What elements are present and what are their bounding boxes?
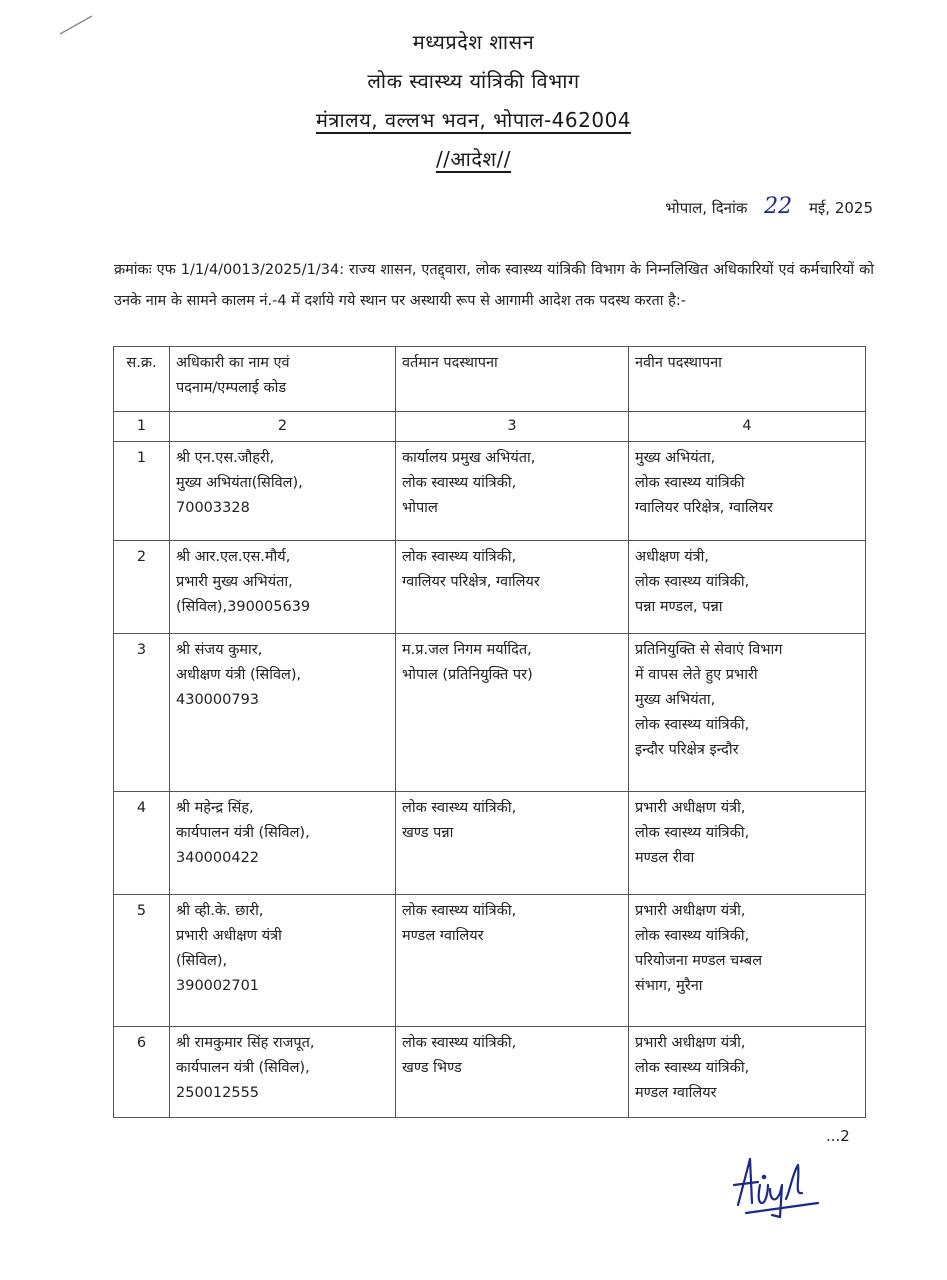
officer-name-cell-line: श्री आर.एल.एस.मौर्य,	[176, 549, 291, 565]
header-current-posting-line: वर्तमान पदस्थापना	[402, 355, 498, 371]
new-posting-cell-line: प्रभारी अधीक्षण यंत्री,	[635, 800, 746, 816]
new-posting-cell-line: इन्दौर परिक्षेत्र इन्दौर	[635, 742, 739, 758]
officer-name-cell-line: कार्यपालन यंत्री (सिविल),	[176, 1060, 310, 1076]
officer-name-cell-line: प्रभारी अधीक्षण यंत्री	[176, 928, 282, 944]
officer-name-cell-line: श्री एन.एस.जौहरी,	[176, 450, 275, 466]
header-officer	[170, 347, 396, 412]
current-posting-cell-line: म.प्र.जल निगम मर्यादित,	[402, 642, 532, 658]
new-posting-cell-line: लोक स्वास्थ्य यांत्रिकी,	[635, 1060, 750, 1076]
new-posting-cell-line: संभाग, मुरैना	[635, 978, 703, 994]
new-posting-cell-line: मुख्य अभियंता,	[635, 450, 716, 466]
current-posting-cell	[396, 541, 629, 634]
current-posting-cell	[396, 895, 629, 1027]
table-row	[114, 634, 866, 792]
current-posting-cell-line: खण्ड भिण्ड	[402, 1060, 462, 1076]
header-serial	[114, 347, 170, 412]
new-posting-cell	[629, 1027, 866, 1118]
signature	[728, 1155, 838, 1235]
current-posting-cell-line: मण्डल ग्वालियर	[402, 928, 484, 944]
officer-name-cell-line: श्री रामकुमार सिंह राजपूत,	[176, 1035, 315, 1051]
department-name: लोक स्वास्थ्य यांत्रिकी विभाग	[367, 69, 580, 93]
new-posting-cell-line: प्रभारी अधीक्षण यंत्री,	[635, 1035, 746, 1051]
current-posting-cell-line: लोक स्वास्थ्य यांत्रिकी,	[402, 1035, 517, 1051]
column-number: 1	[114, 412, 170, 442]
new-posting-cell	[629, 895, 866, 1027]
page-continuation: ...2	[826, 1127, 850, 1145]
column-number: 2	[170, 412, 396, 442]
new-posting-cell-line: पन्ना मण्डल, पन्ना	[635, 599, 723, 615]
officer-name-cell-line: मुख्य अभियंता(सिविल),	[176, 475, 303, 491]
new-posting-cell-line: अधीक्षण यंत्री,	[635, 549, 710, 565]
new-posting-cell	[629, 541, 866, 634]
new-posting-cell-line: लोक स्वास्थ्य यांत्रिकी,	[635, 928, 750, 944]
current-posting-cell-line: भोपाल (प्रतिनियुक्ति पर)	[402, 667, 533, 683]
order-title	[0, 145, 947, 172]
current-posting-cell-line: ग्वालियर परिक्षेत्र, ग्वालियर	[402, 574, 540, 590]
column-number: 3	[396, 412, 629, 442]
officer-name-cell-line: (सिविल),	[176, 953, 228, 969]
officer-name-cell-line: 390002701	[176, 978, 260, 994]
table-header-row	[114, 347, 866, 412]
order-title-text: //आदेश//	[435, 147, 512, 171]
new-posting-cell-line: ग्वालियर परिक्षेत्र, ग्वालियर	[635, 500, 773, 516]
new-posting-cell	[629, 442, 866, 541]
serial-number: 6	[114, 1027, 170, 1118]
dateline-prefix: भोपाल, दिनांक	[665, 199, 748, 217]
table-row	[114, 792, 866, 895]
new-posting-cell-line: में वापस लेते हुए प्रभारी	[635, 667, 758, 683]
serial-number: 5	[114, 895, 170, 1027]
office-address	[0, 106, 947, 133]
office-address-text: मंत्रालय, वल्लभ भवन, भोपाल-462004	[315, 108, 632, 132]
officer-name-cell-line: श्री संजय कुमार,	[176, 642, 263, 658]
officer-name-cell	[170, 634, 396, 792]
new-posting-cell-line: प्रतिनियुक्ति से सेवाएं विभाग	[635, 642, 783, 658]
current-posting-cell-line: लोक स्वास्थ्य यांत्रिकी,	[402, 903, 517, 919]
table-row	[114, 541, 866, 634]
new-posting-cell-line: मुख्य अभियंता,	[635, 692, 716, 708]
current-posting-cell	[396, 442, 629, 541]
officer-name-cell	[170, 541, 396, 634]
serial-number: 4	[114, 792, 170, 895]
new-posting-cell-line: प्रभारी अधीक्षण यंत्री,	[635, 903, 746, 919]
officer-name-cell	[170, 792, 396, 895]
column-number: 4	[629, 412, 866, 442]
header-new-posting-line: नवीन पदस्थापना	[635, 355, 722, 371]
current-posting-cell-line: कार्यालय प्रमुख अभियंता,	[402, 450, 536, 466]
officer-name-cell-line: 250012555	[176, 1085, 260, 1101]
header-officer-line: पदनाम/एम्पलाई कोड	[176, 380, 287, 396]
new-posting-cell-line: मण्डल ग्वालियर	[635, 1085, 717, 1101]
header-serial-line: स.क्र.	[126, 355, 157, 371]
current-posting-cell-line: लोक स्वास्थ्य यांत्रिकी,	[402, 475, 517, 491]
serial-number: 3	[114, 634, 170, 792]
current-posting-cell-line: भोपाल	[402, 500, 438, 516]
officer-name-cell-line: (सिविल),390005639	[176, 599, 311, 615]
officer-name-cell-line: कार्यपालन यंत्री (सिविल),	[176, 825, 310, 841]
officer-name-cell-line: श्री व्ही.के. छारी,	[176, 903, 264, 919]
officer-name-cell-line: 430000793	[176, 692, 260, 708]
current-posting-cell-line: लोक स्वास्थ्य यांत्रिकी,	[402, 800, 517, 816]
serial-number: 2	[114, 541, 170, 634]
government-name: मध्यप्रदेश शासन	[412, 30, 535, 54]
header-new-posting	[629, 347, 866, 412]
current-posting-cell-line: लोक स्वास्थ्य यांत्रिकी,	[402, 549, 517, 565]
new-posting-cell-line: लोक स्वास्थ्य यांत्रिकी,	[635, 825, 750, 841]
header-current-posting	[396, 347, 629, 412]
officer-name-cell-line: प्रभारी मुख्य अभियंता,	[176, 574, 293, 590]
current-posting-cell	[396, 634, 629, 792]
new-posting-cell-line: लोक स्वास्थ्य यांत्रिकी	[635, 475, 745, 491]
table-row	[114, 895, 866, 1027]
new-posting-cell-line: लोक स्वास्थ्य यांत्रिकी,	[635, 717, 750, 733]
table-row	[114, 1027, 866, 1118]
new-posting-cell-line: लोक स्वास्थ्य यांत्रिकी,	[635, 574, 750, 590]
new-posting-cell-line: मण्डल रीवा	[635, 850, 695, 866]
officer-name-cell	[170, 1027, 396, 1118]
dateline-day: 22	[764, 194, 793, 219]
officer-name-cell-line: 340000422	[176, 850, 260, 866]
officer-name-cell	[170, 895, 396, 1027]
current-posting-cell-line: खण्ड पन्ना	[402, 825, 454, 841]
dateline-suffix: मई, 2025	[808, 199, 873, 217]
current-posting-cell	[396, 792, 629, 895]
header-officer-line: अधिकारी का नाम एवं	[176, 355, 290, 371]
serial-number: 1	[114, 442, 170, 541]
table-row	[114, 442, 866, 541]
officer-name-cell-line: 70003328	[176, 500, 250, 516]
officer-name-cell-line: अधीक्षण यंत्री (सिविल),	[176, 667, 302, 683]
officer-name-cell-line: श्री महेन्द्र सिंह,	[176, 800, 254, 816]
posting-table	[113, 346, 866, 1118]
new-posting-cell-line: परियोजना मण्डल चम्बल	[635, 953, 763, 969]
column-number-row	[114, 412, 866, 442]
new-posting-cell	[629, 634, 866, 792]
dateline	[665, 194, 873, 219]
current-posting-cell	[396, 1027, 629, 1118]
officer-name-cell	[170, 442, 396, 541]
new-posting-cell	[629, 792, 866, 895]
order-paragraph: क्रमांकः एफ 1/1/4/0013/2025/1/34: राज्य शासन, एतद्द्वारा, लोक स्वास्थ्य यांत्रिकी विभाग के निम्नलिखित अधिकारियों एवं कर्मचारियों को उनके नाम के सामने कालम नं.-4 में दर्शाये गये स्थान पर अस्थायी रूप से आगामी आदेश तक पदस्थ करता है:-	[114, 262, 874, 309]
